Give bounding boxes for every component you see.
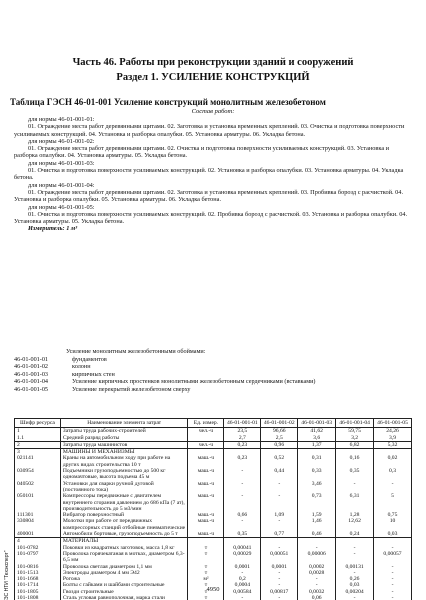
header-name: Наименование элемента затрат	[60, 419, 188, 428]
resource-code: 101-1808	[15, 595, 61, 600]
table-body	[15, 428, 412, 600]
code-description: Усиление перекрытий железобетоном сверху	[72, 385, 191, 393]
resource-value: 41,62	[298, 428, 336, 435]
code-description: фундаментов	[72, 355, 107, 363]
resource-value: 0,3	[374, 468, 412, 481]
resource-value: -	[374, 589, 412, 595]
resource-unit: чел.-ч	[188, 441, 224, 448]
resource-code: 101-1668	[15, 576, 61, 582]
resource-value: -	[374, 564, 412, 570]
resource-value: 0,03	[336, 582, 374, 588]
resource-unit: маш.-ч	[188, 455, 224, 468]
code-description: кирпичных стен	[72, 370, 115, 378]
resource-name: МАШИНЫ И МЕХАНИЗМЫ	[60, 449, 188, 456]
resource-value: 1,37	[298, 441, 336, 448]
resource-value: -	[336, 481, 374, 494]
resource-unit: чел.-ч	[188, 428, 224, 435]
resource-value: 0,00584	[224, 589, 261, 595]
resource-unit: маш.-ч	[188, 531, 224, 538]
resource-code: 330804	[15, 518, 61, 531]
table-row	[15, 538, 412, 545]
resource-value: 0,00131	[336, 564, 374, 570]
resource-unit	[188, 449, 224, 456]
resource-value: -	[336, 595, 374, 600]
resource-value	[298, 449, 336, 456]
resource-name: МАТЕРИАЛЫ	[60, 538, 188, 545]
resource-name: Краны на автомобильном ходу при работе на других видах строительства 10 т	[60, 455, 188, 468]
resource-value: 59,75	[336, 428, 374, 435]
code-row	[14, 371, 414, 379]
resource-code: 050101	[15, 493, 61, 512]
resource-unit: т	[188, 570, 224, 576]
resource-name: Установки для сварки ручной дуговой (постоянного тока)	[60, 481, 188, 494]
resource-value	[224, 449, 261, 456]
header-norm-col: 46-01-001-03	[298, 419, 336, 428]
resource-code: 101-0797	[15, 551, 61, 564]
code-description: Усиление кирпичных простенков монолитными железобетонным сердечниками (вставками)	[72, 378, 316, 386]
resource-value: -	[261, 518, 298, 531]
code: 46-01-001-05	[14, 385, 49, 393]
resource-unit: маш.-ч	[188, 481, 224, 494]
resource-name: Компрессоры передвижные с двигателем внутреннего сгорания давлением до 686 кПа (7 ат), производительность до 5 м3/мин	[60, 493, 188, 512]
table-row	[15, 435, 412, 442]
header-norm-col: 46-01-001-04	[336, 419, 374, 428]
resource-name: Затраты труда машинистов	[60, 441, 188, 448]
resource-unit: маш.-ч	[188, 493, 224, 512]
table-row	[15, 595, 412, 600]
part-title: Часть 46. Работы при реконструкции зданий и сооружений	[72, 57, 354, 68]
resource-value	[336, 538, 374, 545]
norm-work-list: 01. Очистка и подготовка поверхности усиливаемых конструкций. 02. Пробивка борозд с расчисткой. 03. Установка и разборка опалубки. 04. Установка арматуры. 05. Укладка бетона.	[14, 210, 408, 226]
resource-value: 10	[374, 518, 412, 531]
side-text: ЭС НТИ "Техэксперт"	[4, 550, 10, 600]
code: 46-01-001-01	[14, 355, 49, 363]
resource-value: -	[336, 570, 374, 576]
resource-value: 3,2	[336, 435, 374, 442]
resource-value: -	[298, 576, 336, 582]
resource-value: 0,16	[336, 455, 374, 468]
resource-name: Сталь угловая равнополочная, марка стали	[60, 595, 188, 600]
measure-unit: Измеритель: 1 м³	[28, 225, 78, 233]
resource-value: 0,00204	[336, 589, 374, 595]
norm-label: для нормы 46-01-001-04:	[28, 181, 95, 189]
norm-label: для нормы 46-01-001-05:	[28, 203, 95, 211]
resource-code: 1.1	[15, 435, 61, 442]
resource-value: 0,0004	[224, 582, 261, 588]
resource-unit	[188, 435, 224, 442]
norm-codes-list	[14, 348, 414, 394]
table-row	[15, 493, 412, 512]
resource-value: -	[374, 595, 412, 600]
norm-work-list: 01. Ограждение места работ деревянными щитами. 02. Заготовка и установка временных креплений. 03. Пробивка борозд с расчисткой. 04. Установка и разборка опалубки. 05. Установка арматуры. 06. Укладка бетона.	[14, 188, 404, 204]
resource-value	[261, 449, 298, 456]
header-code: Шифр ресурса	[15, 419, 61, 428]
resource-value: 0,73	[298, 493, 336, 512]
resource-value	[224, 538, 261, 545]
resource-value: -	[336, 545, 374, 551]
resource-value: 1,59	[298, 512, 336, 518]
resource-value: 12,62	[336, 518, 374, 531]
resource-value: 0,26	[336, 576, 374, 582]
table-row	[15, 531, 412, 538]
resource-value: -	[374, 545, 412, 551]
resource-name: Средний разряд работы	[60, 435, 188, 442]
resource-value	[374, 449, 412, 456]
resource-value	[261, 538, 298, 545]
resource-value: 6,82	[336, 441, 374, 448]
resource-value: 3,9	[374, 435, 412, 442]
resource-value: -	[261, 595, 298, 600]
resource-value: -	[224, 481, 261, 494]
resource-value: 0,02	[374, 455, 412, 468]
resource-value: 0,35	[224, 531, 261, 538]
section-title: Раздел 1. УСИЛЕНИЕ КОНСТРУКЦИЙ	[116, 72, 310, 83]
resource-unit: маш.-ч	[188, 468, 224, 481]
resource-name: Проволока светлая диаметром 1,1 мм	[60, 564, 188, 570]
code-row	[14, 363, 414, 371]
resource-value: 5,32	[374, 441, 412, 448]
table-header	[15, 419, 412, 428]
resource-value: 0,06	[298, 595, 336, 600]
resource-name: Проволока горячекатаная в мотках, диаметром 6,3-6,5 мм	[60, 551, 188, 564]
resource-value: 0,0002	[298, 564, 336, 570]
resource-value: 0,00051	[261, 551, 298, 564]
resource-code: 101-1714	[15, 582, 61, 588]
resource-code: 101-0816	[15, 564, 61, 570]
resource-name: Рогожа	[60, 576, 188, 582]
resource-value: -	[374, 570, 412, 576]
resource-code: 4	[15, 538, 61, 545]
composition-text	[14, 116, 414, 233]
resource-unit: маш.-ч	[188, 518, 224, 531]
resource-value: 0,96	[261, 441, 298, 448]
resource-value: 0,35	[336, 468, 374, 481]
table-row	[15, 455, 412, 468]
resource-value: 1,46	[298, 518, 336, 531]
code-row	[14, 356, 414, 364]
resource-code: 101-1805	[15, 589, 61, 595]
norm-label: для нормы 46-01-001-02:	[28, 137, 95, 145]
resource-code: 021141	[15, 455, 61, 468]
resource-unit: т	[188, 589, 224, 595]
resource-value: 0,23	[224, 441, 261, 448]
resource-value: 0,23	[224, 455, 261, 468]
resource-value: 0,31	[298, 455, 336, 468]
code: 46-01-001-02	[14, 363, 49, 371]
resource-code: 1	[15, 428, 61, 435]
resource-value: 0,52	[261, 455, 298, 468]
resource-value: 0,0001	[261, 564, 298, 570]
resource-value	[298, 538, 336, 545]
resource-value: -	[298, 545, 336, 551]
resource-code: 3	[15, 449, 61, 456]
resource-value: -	[261, 481, 298, 494]
resource-value: -	[224, 518, 261, 531]
resource-unit: маш.-ч	[188, 512, 224, 518]
page-number: 4950	[206, 586, 220, 593]
table-row	[15, 518, 412, 531]
header-norm-col: 46-01-001-05	[374, 419, 412, 428]
resource-value: 6,31	[336, 493, 374, 512]
resource-value: -	[336, 551, 374, 564]
resource-code: 101-0782	[15, 545, 61, 551]
resource-code: 111301	[15, 512, 61, 518]
resource-value: 0,0028	[298, 570, 336, 576]
resource-value: 1,09	[261, 512, 298, 518]
resource-value: 0,46	[298, 531, 336, 538]
resource-unit: т	[188, 595, 224, 600]
resource-code: 040502	[15, 481, 61, 494]
resource-value: 0,2	[224, 576, 261, 582]
resource-name: Затраты труда рабочих-строителей	[60, 428, 188, 435]
composition-label: Состав работ:	[191, 108, 235, 115]
resource-value: -	[261, 545, 298, 551]
resource-code: 030954	[15, 468, 61, 481]
resource-value: -	[261, 570, 298, 576]
resource-value: 1,28	[336, 512, 374, 518]
resource-value: 0,0001	[224, 564, 261, 570]
resource-value: -	[224, 468, 261, 481]
resource-value: 3,6	[298, 435, 336, 442]
resource-value: -	[298, 582, 336, 588]
resource-value: 2,5	[261, 435, 298, 442]
norm-label: для нормы 46-01-001-03:	[28, 159, 95, 167]
resource-value: -	[261, 493, 298, 512]
codes-heading: Усиление монолитным железобетонными обоймами:	[66, 348, 206, 355]
table-title: Таблица ГЭСН 46-01-001 Усиление конструкций монолитным железобетоном	[10, 97, 326, 107]
resource-value: 0,03	[374, 531, 412, 538]
resource-value: 0,00029	[224, 551, 261, 564]
resource-value: -	[374, 576, 412, 582]
norm-work-list: 01. Ограждение места работ деревянными щитами. 02. Очистка и подготовка поверхности усиливаемых конструкций. 03. Установка и разборка опалубки. 04. Установка арматуры. 05. Укладка бетона.	[14, 145, 390, 160]
table-row	[15, 551, 412, 564]
resource-name: Электроды диаметром 4 мм Э42	[60, 570, 188, 576]
resource-value: 0,66	[224, 512, 261, 518]
resource-value: -	[374, 582, 412, 588]
resource-value: -	[261, 576, 298, 582]
resource-unit: т	[188, 551, 224, 564]
resource-value: 23,5	[224, 428, 261, 435]
resource-value: 2,7	[224, 435, 261, 442]
resource-name: Болты с гайками и шайбами строительные	[60, 582, 188, 588]
resource-unit: т	[188, 564, 224, 570]
resource-value: 0,0032	[298, 589, 336, 595]
resource-value: 0,44	[261, 468, 298, 481]
table-row	[15, 441, 412, 448]
code: 46-01-001-04	[14, 378, 49, 386]
resource-unit: м²	[188, 576, 224, 582]
norm-label: для нормы 46-01-001-01:	[28, 116, 95, 123]
resource-value: 0,00006	[298, 551, 336, 564]
resource-value: 0,77	[261, 531, 298, 538]
code-description: колонн	[72, 363, 91, 371]
resource-name: Поковки из квадратных заготовок, масса 1,8 кг	[60, 545, 188, 551]
resource-name: Подъемники грузоподъемностью до 500 кг одномачтовые, высота подъема 45 м	[60, 468, 188, 481]
resource-value: -	[224, 493, 261, 512]
resource-value: 24,26	[374, 428, 412, 435]
resource-code: 2	[15, 441, 61, 448]
header-norm-col: 46-01-001-02	[261, 419, 298, 428]
side-publisher-label	[2, 470, 12, 600]
resource-value: 96,66	[261, 428, 298, 435]
table-row	[15, 481, 412, 494]
resource-unit	[188, 538, 224, 545]
resource-unit: т	[188, 582, 224, 588]
code: 46-01-001-03	[14, 370, 49, 378]
resource-value: -	[374, 481, 412, 494]
norm-work-list: 01. Ограждение места работ деревянными щитами. 02. Заготовка и установка временных креплений. 03. Очистка и подготовка поверхности усиливаемых конструкций. 04. Установка и разборка опалубки. 05. Установка арматуры. 06. Укладка бетона.	[14, 123, 405, 138]
resource-name: Гвозди строительные	[60, 589, 188, 595]
resource-value: 0,75	[374, 512, 412, 518]
resource-value: 0,00057	[374, 551, 412, 564]
resource-value: 0,24	[336, 531, 374, 538]
resource-value: -	[224, 570, 261, 576]
resource-name: Молотки при работе от передвижных компрессорных станций отбойные пневматические	[60, 518, 188, 531]
resource-value: -	[224, 595, 261, 600]
code-row	[14, 378, 414, 386]
header-unit: Ед. измер.	[188, 419, 224, 428]
table-row	[15, 468, 412, 481]
resource-value: 5	[374, 493, 412, 512]
resource-value: 0,00817	[261, 589, 298, 595]
table-row	[15, 428, 412, 435]
code-row	[14, 386, 414, 394]
resource-value: 0,33	[298, 468, 336, 481]
header-norm-col: 46-01-001-01	[224, 419, 261, 428]
resource-code: 101-1513	[15, 570, 61, 576]
resource-name: Автомобили бортовые, грузоподъемность до 5 т	[60, 531, 188, 538]
resource-table	[14, 418, 412, 600]
resource-value	[374, 538, 412, 545]
resource-value	[336, 449, 374, 456]
resource-code: 400001	[15, 531, 61, 538]
resource-value: 0,00041	[224, 545, 261, 551]
resource-name: Вибратор поверхностный	[60, 512, 188, 518]
resource-value: -	[261, 582, 298, 588]
resource-value: 3,46	[298, 481, 336, 494]
norm-work-list: 01. Очистка и подготовка поверхности усиливаемых конструкций. 02. Установка и разборка опалубки. 03. Установка арматуры. 04. Укладка бетона.	[14, 167, 404, 182]
resource-unit: т	[188, 545, 224, 551]
